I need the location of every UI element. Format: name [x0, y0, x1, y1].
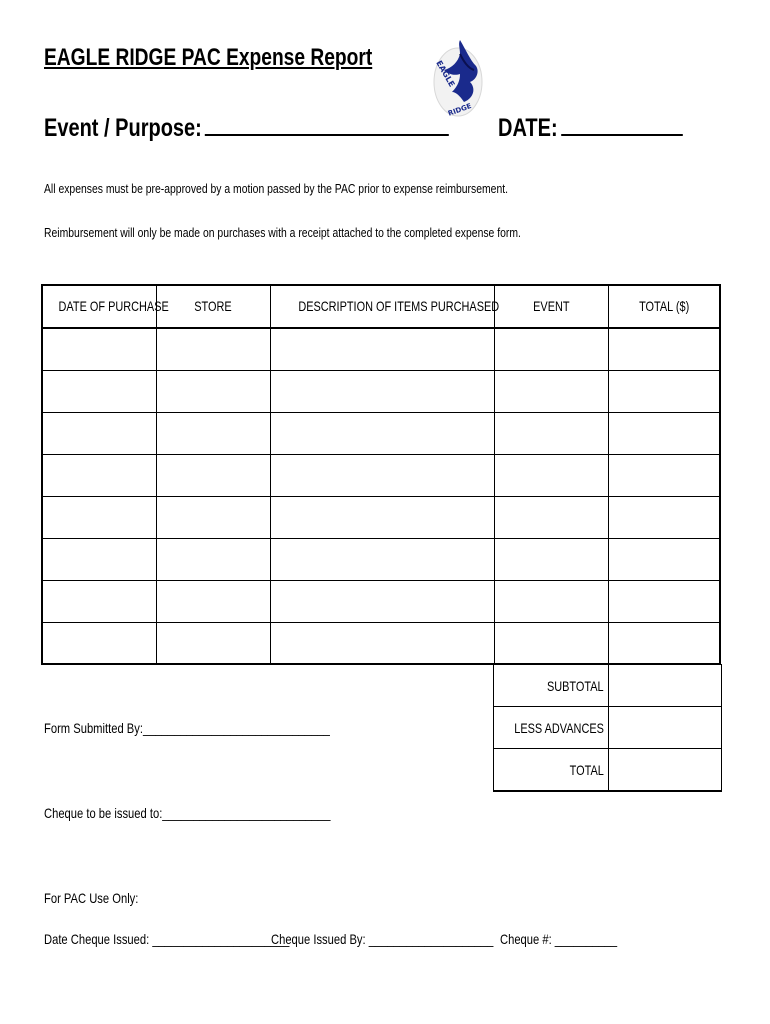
column-header-store: STORE: [194, 298, 232, 314]
date-cheque-issued-field[interactable]: Date Cheque Issued: ______________________: [44, 931, 290, 947]
eagle-ridge-logo: [430, 36, 488, 120]
event-purpose-label: Event / Purpose:: [44, 114, 202, 142]
event-purpose-field[interactable]: [44, 112, 449, 143]
total-label: TOTAL: [569, 762, 604, 778]
column-header-total: TOTAL ($): [639, 298, 690, 314]
subtotal-label: SUBTOTAL: [547, 678, 604, 694]
column-header-description: DESCRIPTION OF ITEMS PURCHASED: [298, 298, 500, 314]
expense-table: [41, 284, 721, 665]
less-advances-label: LESS ADVANCES: [514, 720, 604, 736]
receipt-note: Reimbursement will only be made on purchases with a receipt attached to the completed expense form.: [44, 225, 521, 240]
svg-text:EAGLE: EAGLE: [434, 59, 457, 89]
date-field[interactable]: [498, 112, 682, 143]
column-header-event: EVENT: [532, 298, 570, 314]
cheque-issued-by-field[interactable]: Cheque Issued By: ____________________: [271, 931, 494, 947]
event-purpose-blank[interactable]: [205, 112, 449, 136]
cheque-number-field[interactable]: Cheque #: __________: [500, 931, 618, 947]
date-label: DATE:: [498, 114, 558, 142]
cheque-issued-to-field[interactable]: Cheque to be issued to:___________________________: [44, 805, 331, 821]
form-submitted-by-field[interactable]: Form Submitted By:______________________________: [44, 720, 330, 736]
pac-use-heading: For PAC Use Only:: [44, 890, 139, 906]
page-title: EAGLE RIDGE PAC Expense Report: [44, 44, 373, 71]
svg-text:RIDGE: RIDGE: [446, 101, 473, 118]
date-blank[interactable]: [561, 112, 683, 136]
totals-box: [493, 664, 722, 792]
approval-note: All expenses must be pre-approved by a motion passed by the PAC prior to expense reimbursement.: [44, 181, 509, 196]
column-header-date: DATE OF PURCHASE: [58, 298, 169, 314]
